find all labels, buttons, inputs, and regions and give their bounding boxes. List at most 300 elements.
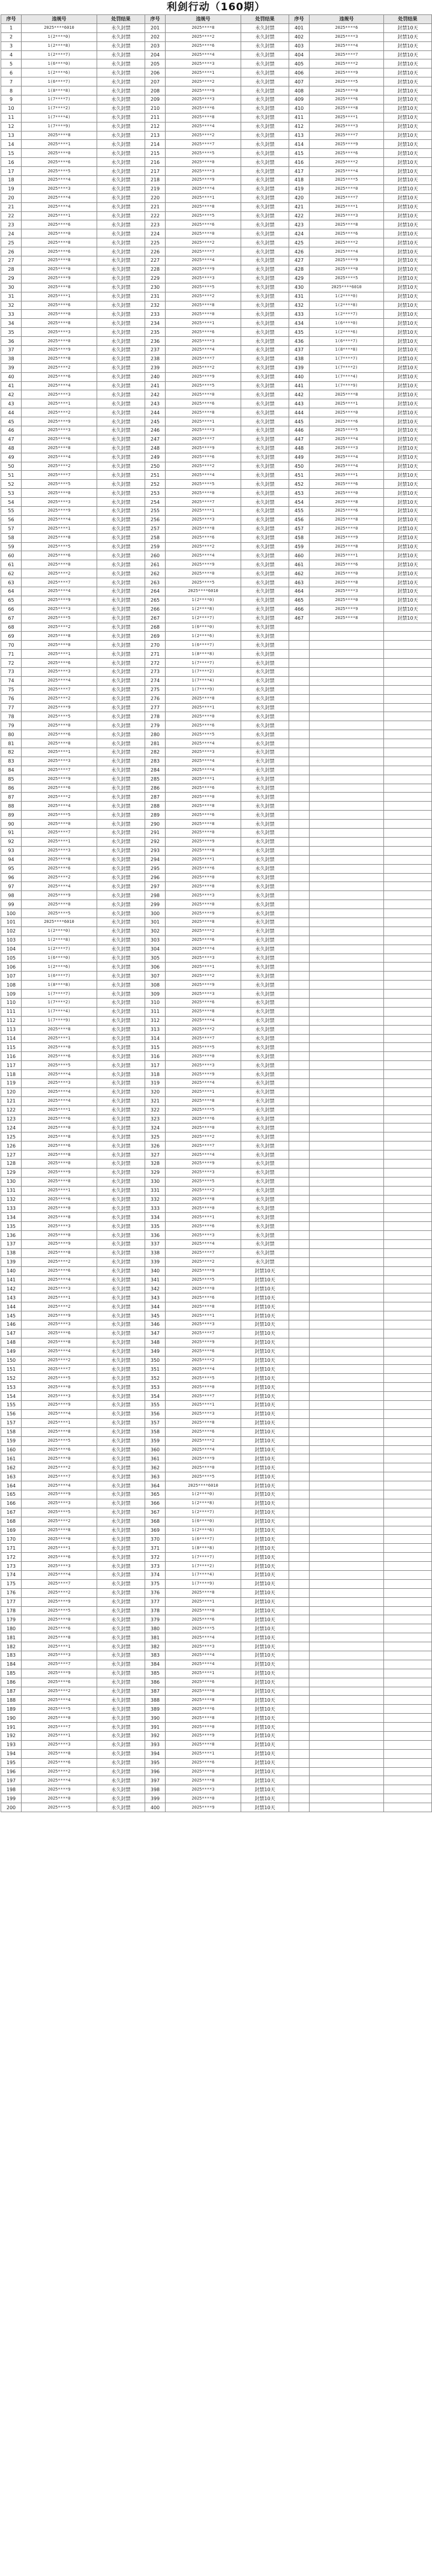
- violation-account: 2025****2: [166, 131, 241, 140]
- penalty-result: [384, 1463, 432, 1472]
- violation-account: 2025****6: [22, 1141, 97, 1150]
- row-index: 452: [289, 480, 310, 489]
- violation-account: [310, 694, 384, 703]
- penalty-result: 永久封禁: [97, 569, 145, 578]
- violation-account: [310, 1535, 384, 1544]
- penalty-result: 永久封禁: [97, 104, 145, 113]
- violation-account: 2025****3: [166, 167, 241, 176]
- table-row: [1, 41, 432, 50]
- row-index: [289, 1526, 310, 1535]
- row-index: 389: [145, 1705, 166, 1714]
- table-row: [1, 1007, 432, 1016]
- violation-account: 2025****3: [166, 515, 241, 524]
- violation-account: 2025****1: [22, 1732, 97, 1741]
- table-row: [1, 1624, 432, 1633]
- table-row: [1, 1168, 432, 1177]
- row-index: 438: [289, 354, 310, 363]
- violation-account: 2025****8: [310, 614, 384, 623]
- row-index: [289, 1499, 310, 1508]
- row-index: 231: [145, 292, 166, 301]
- violation-account: 2025****4: [166, 757, 241, 766]
- penalty-result: 永久封禁: [97, 1061, 145, 1070]
- row-index: 251: [145, 471, 166, 480]
- violation-account: 2025****3: [166, 274, 241, 283]
- violation-account: 2025****1: [166, 1749, 241, 1758]
- penalty-result: 封禁10天: [241, 1508, 289, 1517]
- table-row: [1, 1141, 432, 1150]
- violation-account: 2025****0: [166, 712, 241, 721]
- violation-account: 2025****4: [166, 551, 241, 560]
- row-index: 202: [145, 32, 166, 41]
- table-row: [1, 1553, 432, 1562]
- penalty-result: 封禁10天: [384, 587, 432, 596]
- penalty-result: [384, 766, 432, 775]
- row-index: 158: [1, 1427, 22, 1436]
- penalty-result: 封禁10天: [241, 1374, 289, 1383]
- violation-account: 2025****7: [22, 1579, 97, 1588]
- penalty-result: [384, 685, 432, 694]
- penalty-result: [384, 730, 432, 739]
- penalty-result: 封禁10天: [241, 1803, 289, 1812]
- row-index: 30: [1, 283, 22, 292]
- violation-account: 2025****6: [166, 721, 241, 730]
- row-index: 20: [1, 193, 22, 202]
- row-index: 21: [1, 202, 22, 211]
- violation-account: 2025****3: [22, 328, 97, 337]
- row-index: 302: [145, 927, 166, 936]
- violation-account: 2025****8: [22, 238, 97, 247]
- row-index: 223: [145, 220, 166, 229]
- row-index: 35: [1, 328, 22, 337]
- row-index: 340: [145, 1266, 166, 1275]
- row-index: 445: [289, 417, 310, 426]
- row-index: 256: [145, 515, 166, 524]
- row-index: 222: [145, 211, 166, 220]
- penalty-result: 永久封禁: [97, 176, 145, 185]
- col-header-result: 处罚结果: [241, 15, 289, 24]
- table-row: [1, 1213, 432, 1222]
- violation-account: 2025****0: [166, 1794, 241, 1803]
- row-index: 130: [1, 1177, 22, 1186]
- violation-account: 1(7****7): [166, 1553, 241, 1562]
- violation-account: [310, 963, 384, 972]
- penalty-result: 永久封禁: [241, 337, 289, 346]
- violation-account: 1(7****4): [310, 372, 384, 381]
- penalty-result: 永久封禁: [97, 739, 145, 748]
- row-index: 189: [1, 1705, 22, 1714]
- violation-account: 2025****0: [22, 721, 97, 730]
- row-index: 230: [145, 283, 166, 292]
- violation-account: 2025****9: [22, 1490, 97, 1499]
- table-row: [1, 864, 432, 873]
- violation-account: 2025****7: [310, 50, 384, 59]
- violation-account: 2025****0: [22, 1454, 97, 1463]
- penalty-result: 永久封禁: [97, 1222, 145, 1231]
- penalty-result: 永久封禁: [97, 1418, 145, 1427]
- table-row: [1, 1231, 432, 1240]
- table-row: [1, 256, 432, 265]
- row-index: 107: [1, 972, 22, 981]
- row-index: 242: [145, 390, 166, 399]
- table-row: [1, 1615, 432, 1624]
- violation-account: 2025****3: [22, 605, 97, 614]
- violation-account: 2025****2: [310, 158, 384, 167]
- penalty-result: 永久封禁: [97, 292, 145, 301]
- violation-account: 2025****3: [166, 95, 241, 104]
- penalty-result: 封禁10天: [241, 1383, 289, 1392]
- penalty-result: 封禁10天: [384, 363, 432, 372]
- violation-account: 2025****2: [166, 1132, 241, 1141]
- penalty-result: 永久封禁: [241, 363, 289, 372]
- table-row: [1, 1642, 432, 1651]
- table-row: [1, 68, 432, 77]
- row-index: 119: [1, 1078, 22, 1087]
- row-index: [289, 1034, 310, 1043]
- violation-account: [310, 990, 384, 999]
- penalty-result: 封禁10天: [241, 1776, 289, 1785]
- violation-account: 2025****5: [166, 480, 241, 489]
- row-index: 414: [289, 140, 310, 149]
- row-index: 177: [1, 1597, 22, 1606]
- penalty-result: 永久封禁: [241, 238, 289, 247]
- violation-account: 1(7****9): [166, 1579, 241, 1588]
- violation-account: 2025****8: [22, 632, 97, 641]
- row-index: [289, 1231, 310, 1240]
- violation-account: 2025****2: [166, 292, 241, 301]
- row-index: [289, 1204, 310, 1213]
- penalty-result: 永久封禁: [241, 685, 289, 694]
- penalty-result: 永久封禁: [241, 462, 289, 471]
- row-index: 376: [145, 1588, 166, 1597]
- penalty-result: 封禁10天: [384, 238, 432, 247]
- row-index: 249: [145, 453, 166, 462]
- row-index: 458: [289, 533, 310, 542]
- row-index: 73: [1, 668, 22, 677]
- penalty-result: 封禁10天: [384, 435, 432, 444]
- penalty-result: 永久封禁: [97, 408, 145, 417]
- penalty-result: 永久封禁: [97, 998, 145, 1007]
- row-index: [289, 1714, 310, 1723]
- violation-account: [310, 1061, 384, 1070]
- row-index: 114: [1, 1034, 22, 1043]
- row-index: 89: [1, 811, 22, 820]
- violation-account: [310, 1687, 384, 1696]
- row-index: 341: [145, 1275, 166, 1284]
- row-index: 323: [145, 1114, 166, 1123]
- table-row: [1, 614, 432, 623]
- violation-account: 2025****0: [22, 641, 97, 650]
- violation-account: 2025****8: [22, 444, 97, 453]
- penalty-result: 永久封禁: [97, 820, 145, 829]
- violation-account: [310, 1427, 384, 1436]
- row-index: 386: [145, 1678, 166, 1687]
- violation-account: [310, 1696, 384, 1705]
- table-row: [1, 113, 432, 122]
- row-index: 342: [145, 1284, 166, 1293]
- violation-account: 2025****3: [166, 1642, 241, 1651]
- violation-account: 2025****6: [166, 1347, 241, 1356]
- violation-account: 2025****6: [22, 247, 97, 256]
- violation-account: 1(6****7): [310, 337, 384, 346]
- row-index: 96: [1, 873, 22, 882]
- penalty-result: 永久封禁: [241, 927, 289, 936]
- row-index: 258: [145, 533, 166, 542]
- table-row: [1, 354, 432, 363]
- violation-account: 2025****8: [22, 319, 97, 328]
- violation-account: 2025****9: [22, 891, 97, 900]
- violation-account: [310, 1168, 384, 1177]
- row-index: [289, 1383, 310, 1392]
- penalty-result: [384, 1740, 432, 1749]
- table-row: [1, 1409, 432, 1418]
- row-index: 1: [1, 23, 22, 32]
- row-index: 70: [1, 641, 22, 650]
- col-header-result: 处罚结果: [384, 15, 432, 24]
- penalty-result: [384, 1078, 432, 1087]
- violation-account: 2025****8: [166, 202, 241, 211]
- violation-account: 2025****5: [22, 480, 97, 489]
- row-index: [289, 1240, 310, 1249]
- row-index: 265: [145, 596, 166, 605]
- row-index: 429: [289, 274, 310, 283]
- penalty-result: 永久封禁: [97, 587, 145, 596]
- table-row: [1, 784, 432, 793]
- penalty-result: 永久封禁: [97, 211, 145, 220]
- penalty-result: [384, 1570, 432, 1579]
- penalty-result: 永久封禁: [241, 158, 289, 167]
- penalty-result: [384, 775, 432, 784]
- penalty-result: 永久封禁: [97, 399, 145, 408]
- table-row: [1, 1186, 432, 1195]
- row-index: 331: [145, 1186, 166, 1195]
- row-index: 355: [145, 1401, 166, 1410]
- table-row: [1, 1436, 432, 1445]
- violation-account: 2025****1: [22, 292, 97, 301]
- row-index: 248: [145, 444, 166, 453]
- row-index: [289, 1705, 310, 1714]
- penalty-result: 永久封禁: [97, 363, 145, 372]
- table-row: [1, 802, 432, 811]
- violation-account: 2025****1: [310, 202, 384, 211]
- table-row: [1, 1347, 432, 1356]
- table-row: [1, 1696, 432, 1705]
- row-index: 134: [1, 1213, 22, 1222]
- row-index: 298: [145, 891, 166, 900]
- violation-account: 2025****6: [22, 1052, 97, 1061]
- row-index: [289, 954, 310, 963]
- row-index: 224: [145, 229, 166, 238]
- penalty-result: 永久封禁: [97, 551, 145, 560]
- violation-account: [310, 641, 384, 650]
- table-row: [1, 390, 432, 399]
- table-row: [1, 372, 432, 381]
- row-index: [289, 855, 310, 864]
- row-index: [289, 730, 310, 739]
- violation-account: 2025****4: [22, 587, 97, 596]
- row-index: [289, 1052, 310, 1061]
- violation-account: 2025****2: [22, 1257, 97, 1266]
- penalty-result: 封禁10天: [384, 301, 432, 310]
- row-index: 371: [145, 1544, 166, 1553]
- violation-account: 2025****3: [166, 891, 241, 900]
- table-row: [1, 1222, 432, 1231]
- row-index: 184: [1, 1660, 22, 1669]
- row-index: 50: [1, 462, 22, 471]
- row-index: 28: [1, 265, 22, 274]
- row-index: 200: [1, 1803, 22, 1812]
- violation-account: [310, 1392, 384, 1401]
- violation-account: 2025****9: [22, 775, 97, 784]
- row-index: [289, 1553, 310, 1562]
- penalty-result: [384, 1642, 432, 1651]
- row-index: 415: [289, 149, 310, 158]
- violation-account: 2025****3: [166, 426, 241, 435]
- violation-account: [310, 1383, 384, 1392]
- violation-account: 2025****1: [166, 855, 241, 864]
- penalty-result: 封禁10天: [241, 1338, 289, 1347]
- row-index: 465: [289, 596, 310, 605]
- row-index: 209: [145, 95, 166, 104]
- row-index: [289, 1508, 310, 1517]
- penalty-result: 永久封禁: [97, 1186, 145, 1195]
- penalty-result: 永久封禁: [241, 193, 289, 202]
- row-index: 464: [289, 587, 310, 596]
- row-index: 25: [1, 238, 22, 247]
- violation-account: 2025****3: [166, 1061, 241, 1070]
- penalty-result: [384, 659, 432, 668]
- row-index: 127: [1, 1150, 22, 1160]
- row-index: [289, 936, 310, 945]
- violation-account: [310, 1311, 384, 1320]
- table-row: [1, 1150, 432, 1160]
- table-row: [1, 542, 432, 551]
- table-row: [1, 435, 432, 444]
- penalty-result: 永久封禁: [97, 1785, 145, 1794]
- row-index: 369: [145, 1526, 166, 1535]
- table-row: [1, 1240, 432, 1249]
- row-index: 250: [145, 462, 166, 471]
- penalty-result: 封禁10天: [384, 354, 432, 363]
- penalty-result: 封禁10天: [384, 184, 432, 193]
- penalty-result: [384, 1160, 432, 1169]
- row-index: [289, 1266, 310, 1275]
- violation-account: 2025****6: [310, 480, 384, 489]
- row-index: [289, 650, 310, 659]
- row-index: 459: [289, 542, 310, 551]
- violation-account: [310, 1213, 384, 1222]
- violation-account: 2025****1: [166, 506, 241, 515]
- violation-account: [310, 900, 384, 909]
- violation-account: 2025****8: [22, 1177, 97, 1186]
- violation-account: 2025****5: [310, 77, 384, 86]
- row-index: 5: [1, 59, 22, 68]
- penalty-result: 封禁10天: [241, 1615, 289, 1624]
- penalty-result: [384, 1195, 432, 1204]
- penalty-result: 封禁10天: [241, 1266, 289, 1275]
- penalty-result: 封禁10天: [241, 1579, 289, 1588]
- penalty-result: [384, 721, 432, 730]
- penalty-result: 永久封禁: [97, 1597, 145, 1606]
- penalty-result: 永久封禁: [241, 1052, 289, 1061]
- row-index: [289, 1517, 310, 1526]
- violation-account: [310, 1642, 384, 1651]
- violation-account: 2025****0: [166, 1204, 241, 1213]
- penalty-result: [384, 1222, 432, 1231]
- penalty-result: 永久封禁: [241, 265, 289, 274]
- penalty-result: 永久封禁: [97, 900, 145, 909]
- violation-account: [310, 1007, 384, 1016]
- violation-account: 2025****7: [22, 471, 97, 480]
- penalty-result: 永久封禁: [97, 1195, 145, 1204]
- row-index: 356: [145, 1409, 166, 1418]
- penalty-result: 永久封禁: [97, 990, 145, 999]
- penalty-result: [384, 1651, 432, 1660]
- row-index: 263: [145, 578, 166, 587]
- violation-account: 2025****0: [166, 829, 241, 838]
- row-index: 426: [289, 247, 310, 256]
- penalty-result: 永久封禁: [97, 1499, 145, 1508]
- row-index: [289, 1633, 310, 1642]
- penalty-result: 永久封禁: [97, 453, 145, 462]
- penalty-result: 封禁10天: [384, 444, 432, 453]
- violation-account: 2025****0: [22, 820, 97, 829]
- violation-account: 2025****9: [166, 1732, 241, 1741]
- row-index: [289, 766, 310, 775]
- penalty-result: 封禁10天: [241, 1642, 289, 1651]
- violation-account: 2025****6: [166, 864, 241, 873]
- violation-account: 2025****5: [22, 1705, 97, 1714]
- violation-account: 2025****6: [22, 1678, 97, 1687]
- penalty-result: 永久封禁: [241, 1186, 289, 1195]
- penalty-result: 永久封禁: [97, 936, 145, 945]
- violation-account: 2025****1: [22, 1418, 97, 1427]
- penalty-result: 永久封禁: [97, 1678, 145, 1687]
- violation-account: 2025****8: [166, 1776, 241, 1785]
- table-row: [1, 846, 432, 855]
- row-index: 33: [1, 310, 22, 319]
- table-row: [1, 50, 432, 59]
- violation-account: 2025****4: [310, 41, 384, 50]
- row-index: 48: [1, 444, 22, 453]
- row-index: [289, 1436, 310, 1445]
- row-index: 176: [1, 1588, 22, 1597]
- row-index: [289, 998, 310, 1007]
- penalty-result: 永久封禁: [97, 77, 145, 86]
- penalty-result: 永久封禁: [241, 292, 289, 301]
- row-index: 303: [145, 936, 166, 945]
- violation-account: 2025****9: [310, 68, 384, 77]
- violation-account: 2025****0: [310, 524, 384, 533]
- penalty-result: 永久封禁: [97, 1535, 145, 1544]
- penalty-result: [384, 1723, 432, 1732]
- violation-account: 2025****6: [22, 220, 97, 229]
- penalty-result: 封禁10天: [384, 131, 432, 140]
- penalty-result: 永久封禁: [97, 390, 145, 399]
- row-index: [289, 1463, 310, 1472]
- penalty-result: 封禁10天: [241, 1714, 289, 1723]
- violation-account: 2025****2: [22, 1463, 97, 1472]
- violation-account: 2025****1: [22, 1034, 97, 1043]
- row-index: [289, 1651, 310, 1660]
- violation-account: 2025****6: [166, 533, 241, 542]
- penalty-result: [384, 1374, 432, 1383]
- violation-account: 2025****6: [22, 372, 97, 381]
- violation-account: 1(2****7): [166, 614, 241, 623]
- row-index: 246: [145, 426, 166, 435]
- row-index: 8: [1, 86, 22, 95]
- violation-account: 2025****6: [22, 1624, 97, 1633]
- row-index: 358: [145, 1427, 166, 1436]
